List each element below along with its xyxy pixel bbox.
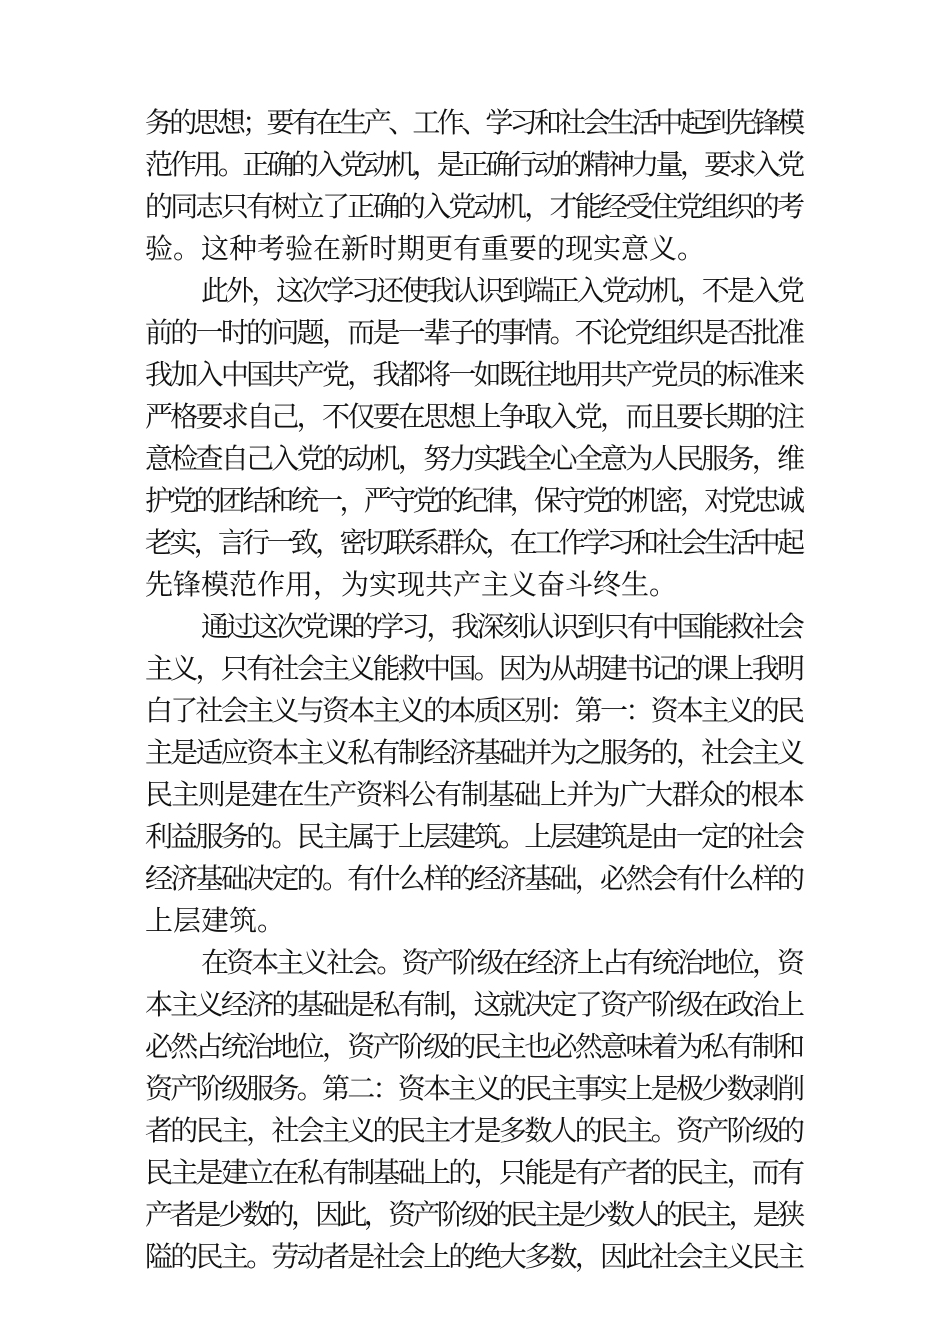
text-line: 利益服务的。民主属于上层建筑。上层建筑是由一定的社会 (145, 820, 803, 853)
paragraph-first-line: 通过这次党课的学习，我深刻认识到只有中国能救社会 (201, 610, 802, 643)
text-line: 民主是建立在私有制基础上的，只能是有产者的民主，而有 (145, 1156, 803, 1189)
text-line: 务的思想；要有在生产、工作、学习和社会生活中起到先锋模 (145, 106, 802, 139)
text-line: 老实，言行一致，密切联系群众，在工作学习和社会生活中起 (145, 526, 802, 559)
text-line: 民主则是建在生产资料公有制基础上并为广大群众的根本 (145, 778, 804, 811)
text-line: 意检查自己入党的动机，努力实践全心全意为人民服务，维 (145, 442, 803, 475)
text-line: 严格要求自己，不仅要在思想上争取入党，而且要长期的注 (145, 400, 803, 433)
text-line: 护党的团结和统一，严守党的纪律，保守党的机密，对党忠诚 (145, 484, 802, 517)
text-line: 必然占统治地位，资产阶级的民主也必然意味着为私有制和 (145, 1030, 803, 1063)
text-line: 资产阶级服务。第二：资本主义的民主事实上是极少数剥削 (145, 1072, 803, 1105)
text-line: 上层建筑。 (145, 904, 286, 937)
text-line: 验。这种考验在新时期更有重要的现实意义。 (145, 232, 706, 265)
text-line: 范作用。正确的入党动机，是正确行动的精神力量，要求入党 (145, 148, 802, 181)
text-line: 前的一时的问题，而是一辈子的事情。不论党组织是否批准 (145, 316, 803, 349)
text-line: 的同志只有树立了正确的入党动机，才能经受住党组织的考 (145, 190, 803, 223)
text-line: 本主义经济的基础是私有制，这就决定了资产阶级在政治上 (145, 988, 803, 1021)
text-line: 者的民主，社会主义的民主才是多数人的民主。资产阶级的 (145, 1114, 803, 1147)
text-line: 先锋模范作用，为实现共产主义奋斗终生。 (145, 568, 678, 601)
paragraph-first-line: 在资本主义社会。资产阶级在经济上占有统治地位，资 (201, 946, 802, 979)
text-line: 经济基础决定的。有什么样的经济基础，必然会有什么样的 (145, 862, 803, 895)
text-line: 白了社会主义与资本主义的本质区别：第一：资本主义的民 (145, 694, 803, 727)
text-line: 我加入中国共产党，我都将一如既往地用共产党员的标准来 (145, 358, 803, 391)
text-line: 主是适应资本主义私有制经济基础并为之服务的，社会主义 (145, 736, 803, 769)
text-line: 产者是少数的，因此，资产阶级的民主是少数人的民主，是狭 (145, 1198, 802, 1231)
paragraph-first-line: 此外，这次学习还使我认识到端正入党动机，不是入党 (201, 274, 802, 307)
text-line: 隘的民主。劳动者是社会上的绝大多数，因此社会主义民主 (145, 1240, 803, 1273)
text-line: 主义，只有社会主义能救中国。因为从胡建书记的课上我明 (145, 652, 803, 685)
